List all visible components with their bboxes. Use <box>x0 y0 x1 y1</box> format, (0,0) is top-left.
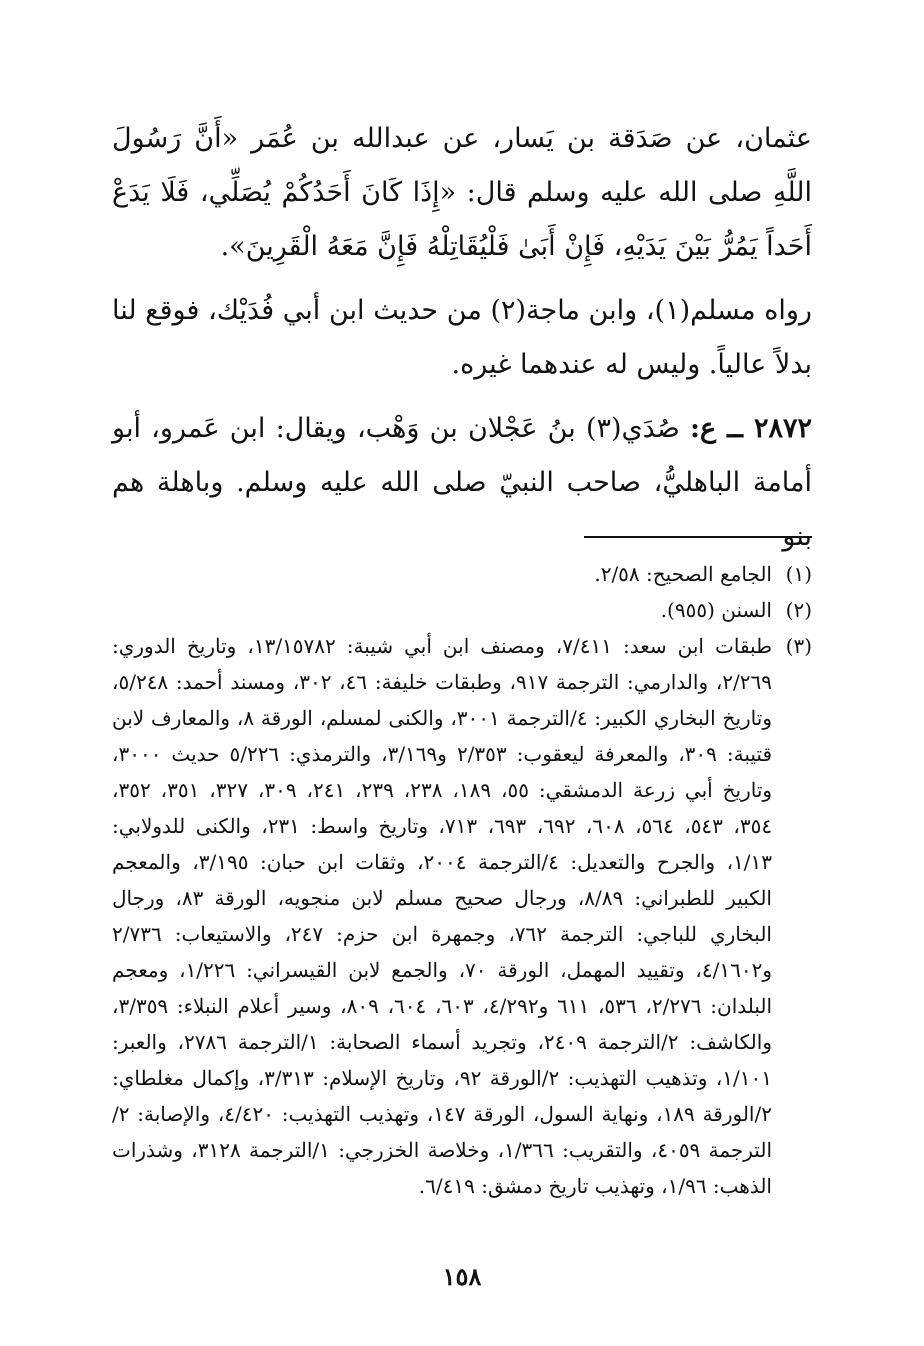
entry-number: ٢٨٧٢ ــ ع: <box>690 413 812 444</box>
paragraph-narration: رواه مسلم(١)، وابن ماجة(٢) من حديث ابن أبي فُدَيْك، فوقع لنا بدلاً عالياً. وليس له عندهما غيره. <box>112 295 812 380</box>
footnote-marker: (٢) <box>785 598 812 622</box>
main-text <box>112 112 812 564</box>
footnote-marker: (١) <box>785 562 812 586</box>
paragraph-hadith: عثمان، عن صَدَقة بن يَسار، عن عبدالله بن عُمَر «أَنَّ رَسُولَ اللَّهِ صلى الله عليه وسلم قال: «إِذَا كَانَ أَحَدُكُمْ يُصَلِّي، فَلَا يَدَعْ أَحَداً يَمُرُّ بَيْنَ يَدَيْهِ، فَإِنْ أَبَىٰ فَلْيُقَاتِلْهُ فَإِنَّ مَعَهُ الْقَرِينَ». <box>112 123 812 262</box>
page-number: ١٥٨ <box>442 1262 482 1291</box>
footnote-2 <box>112 592 812 628</box>
footnotes <box>112 556 812 1204</box>
footnote-text: طبقات ابن سعد: ٧/٤١١، ومصنف ابن أبي شيبة: ١٣/١٥٧٨٢، وتاريخ الدوري: ٢/٢٦٩، والدارمي: الترجمة ٩١٧، وطبقات خليفة: ٤٦، ٣٠٢، ومسند أحمد: ٥/٢٤٨، وتاريخ البخاري الكبير: ٤/الترجمة ٣٠٠١، والكنى لمسلم، الورقة ٨، والمعارف لابن قتيبة: ٣٠٩، والمعرفة ليعقوب: ٢/٣٥٣ و٣/١٦٩، والترمذي: ٥/٢٢٦ حديث ٣٠٠٠، وتاريخ أبي زرعة الدمشقي: ٥٥، ١٨٩، ٢٣٨، ٢٣٩، ٢٤١، ٣٠٩، ٣٢٧، ٣٥١، ٣٥٢، ٣٥٤، ٥٤٣، ٥٦٤، ٦٠٨، ٦٩٢، ٦٩٣، ٧١٣، وتاريخ واسط: ٢٣١، والكنى للدولابي: ١/١٣، والجرح والتعديل: ٤/الترجمة ٢٠٠٤، وثقات ابن حبان: ٣/١٩٥، والمعجم الكبير للطبراني: ٨/٨٩، ورجال صحيح مسلم لابن منجويه، الورقة ٨٣، ورجال البخاري للباجي: الترجمة ٧٦٢، وجمهرة ابن حزم: ٢٤٧، والاستيعاب: ٢/٧٣٦ و٤/١٦٠٢، وتقييد المهمل، الورقة ٧٠، والجمع لابن القيسراني: ١/٢٢٦، ومعجم البلدان: ٢/٢٧٦، ٥٣٦، ٦١١ و٤/٢٩٢، ٦٠٣، ٦٠٤، ٨٠٩، وسير أعلام النبلاء: ٣/٣٥٩، والكاشف: ٢/الترجمة ٢٤٠٩، وتجريد أسماء الصحابة: ١/الترجمة ٢٧٨٦، والعبر: ١/١٠١، وتذهيب التهذيب: ٢/الورقة ٩٢، وتاريخ الإسلام: ٣/٣١٣، وإكمال مغلطاي: ٢/الورقة ١٨٩، ونهاية السول، الورقة ١٤٧، وتهذيب التهذيب: ٤/٤٢٠، والإصابة: ٢/الترجمة ٤٠٥٩، والتقريب: ١/٣٦٦، وخلاصة الخزرجي: ١/الترجمة ٣١٢٨، وشذرات الذهب: ١/٩٦، وتهذيب تاريخ دمشق: ٦/٤١٩. <box>112 634 773 1198</box>
footnote-1 <box>112 556 812 592</box>
footnote-marker: (٣) <box>785 634 812 658</box>
footnote-separator <box>584 536 812 538</box>
footnote-3 <box>112 628 812 1204</box>
paragraph-entry <box>112 402 812 564</box>
entry-text: صُدَي(٣) بنُ عَجْلان بن وَهْب، ويقال: ابن عَمرو، أبو أمامة الباهليُّ، صاحب النبيّ صلى الله عليه وسلم. وباهلة هم بنو <box>112 413 812 552</box>
footnote-text: الجامع الصحيح: ٢/٥٨. <box>594 562 772 586</box>
footnote-text: السنن (٩٥٥). <box>660 598 772 622</box>
